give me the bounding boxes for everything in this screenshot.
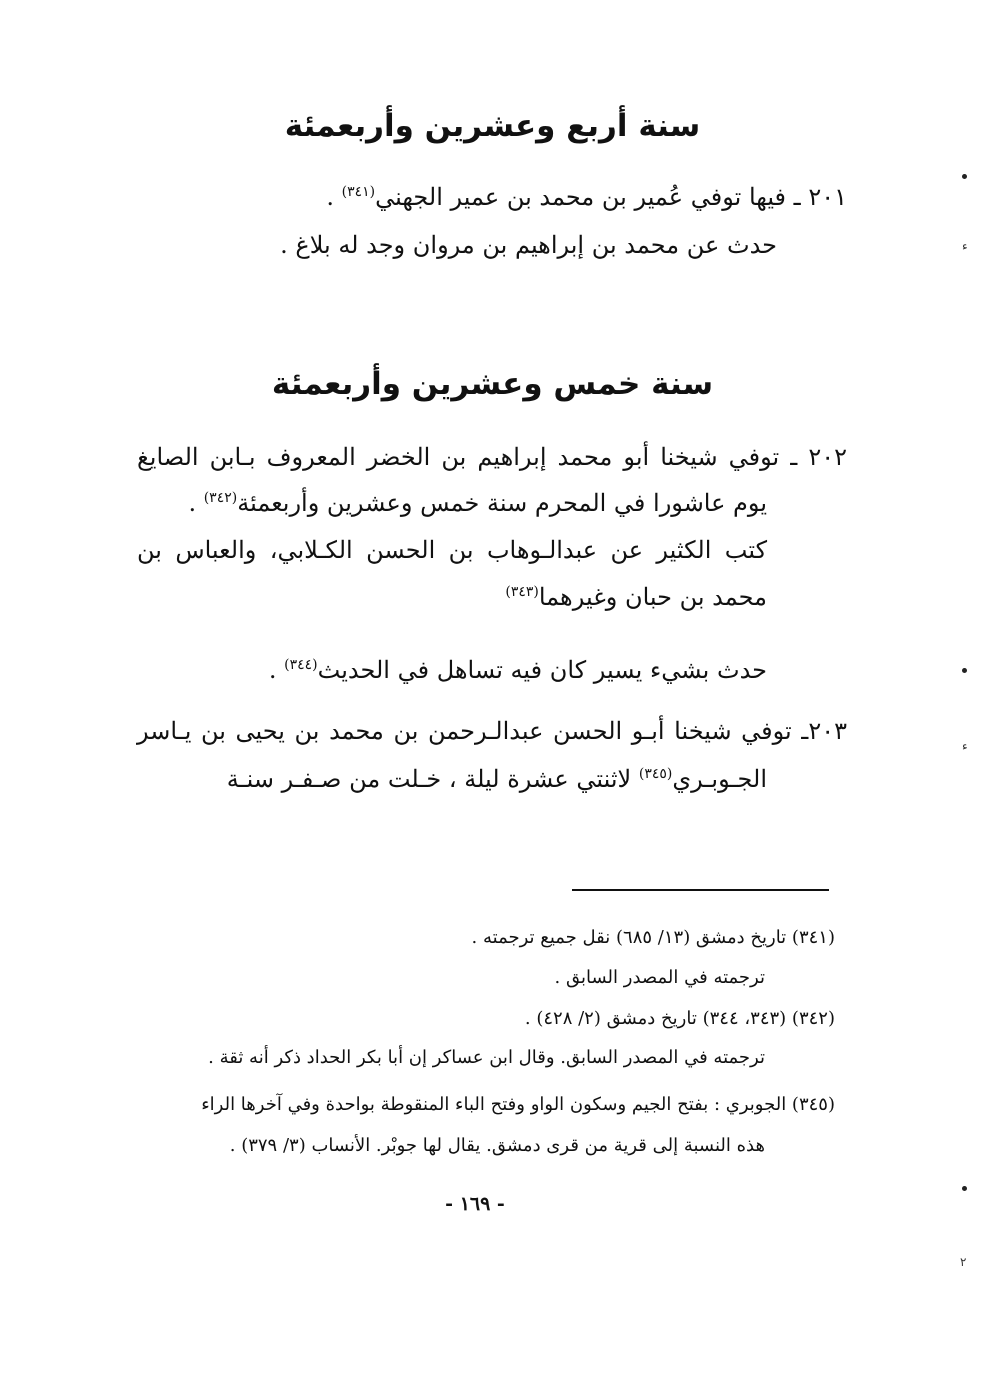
entry-202-text-4: محمد بن حبان وغيرهما — [538, 583, 767, 611]
entry-201-line-1 — [326, 180, 847, 214]
margin-dot — [962, 1186, 967, 1191]
entry-202-line-5 — [269, 653, 767, 687]
year-heading-425: سنة خمس وعشرين وأربعمئة — [271, 366, 714, 402]
footnote-342: (٣٤٢) (٣٤٣، ٣٤٤) تاريخ دمشق (٢/ ٤٢٨) . — [524, 1008, 835, 1029]
entry-201-line-2: حدث عن محمد بن إبراهيم بن مروان وجد له بلاغ . — [280, 231, 777, 259]
footnote-345-continuation: هذه النسبة إلى قرية من قرى دمشق. يقال لها جوبْر. الأنساب (٣/ ٣٧٩) . — [229, 1135, 765, 1156]
margin-dot — [962, 174, 967, 179]
footnote-separator — [572, 889, 829, 891]
footnote-ref-341: (٣٤١) — [341, 184, 376, 200]
entry-202-line-3: كتب الكثير عن عبدالـوهاب بن الحسن الكـلابي، والعباس بن — [137, 536, 767, 564]
entry-202-line-1: ٢٠٢ ـ توفي شيخنا أبو محمد إبراهيم بن الخضر المعروف بـابن الصايغ — [137, 443, 848, 471]
year-heading-424: سنة أربع وعشرين وأربعمئة — [284, 108, 701, 144]
margin-mark: ٢ — [960, 1255, 967, 1269]
entry-203-line-2 — [137, 762, 767, 796]
margin-mark: ء — [962, 239, 968, 253]
entry-203-text-2a: الجـوبـري — [672, 765, 767, 793]
footnote-342-continuation: ترجمته في المصدر السابق. وقال ابن عساكر إن أبا بكر الحداد ذكر أنه ثقة . — [208, 1047, 765, 1068]
footnote-ref-342: (٣٤٢) — [203, 490, 238, 506]
footnote-345: (٣٤٥) الجوبري : بفتح الجيم وسكون الواو وفتح الباء المنقوطة بواحدة وفي آخرها الراء — [201, 1094, 835, 1115]
entry-202-line-2 — [188, 486, 767, 520]
entry-203-text-2b: لاثنتي عشرة ليلة ، خـلت من صـفـر سنـة — [226, 765, 639, 793]
footnote-341-continuation: ترجمته في المصدر السابق . — [554, 967, 765, 988]
margin-dot — [962, 668, 967, 673]
entry-201-period: . — [326, 183, 342, 211]
entry-202-period-5: . — [268, 656, 285, 684]
entry-202-text-5: حدث بشيء يسير كان فيه تساهل في الحديث — [317, 656, 767, 684]
footnote-ref-344: (٣٤٤) — [284, 657, 318, 673]
page-number: - ١٦٩ - — [445, 1193, 505, 1215]
entry-201-text: ٢٠١ ـ فيها توفي عُمير بن محمد بن عمير الجهني — [375, 183, 847, 211]
entry-203-line-1: ٢٠٣ـ توفي شيخنا أبـو الحسن عبدالـرحمن بن محمد بن يحيى بن يـاسر — [137, 717, 847, 745]
footnote-ref-343: (٣٤٣) — [505, 584, 539, 600]
footnote-341: (٣٤١) تاريخ دمشق (١٣/ ٦٨٥) نقل جميع ترجمته . — [471, 927, 835, 948]
entry-202-text-2: يوم عاشورا في المحرم سنة خمس وعشرين وأربعمئة — [237, 489, 767, 517]
footnote-ref-345: (٣٤٥) — [638, 766, 673, 782]
margin-mark: ء — [962, 739, 968, 753]
entry-202-period-2: . — [188, 489, 204, 517]
entry-202-line-4 — [505, 580, 767, 614]
